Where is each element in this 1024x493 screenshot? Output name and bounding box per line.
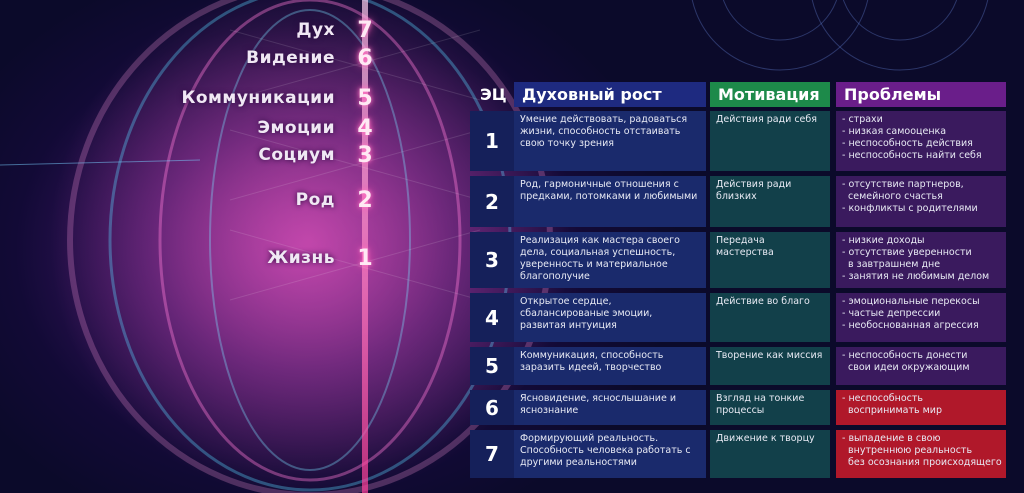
row-number: 5: [470, 347, 514, 385]
problem-item: - выпадение в свою: [842, 433, 941, 444]
level-number: 7: [357, 18, 373, 43]
problems-cell: [836, 176, 1006, 227]
problem-item: - неспособность найти себя: [842, 150, 982, 161]
level-label-zhizn: Жизнь: [267, 248, 335, 268]
growth-cell: Коммуникация, способность заразить идеей, творчество: [514, 347, 706, 385]
level-number: 3: [357, 143, 373, 168]
row-number: 1: [470, 111, 514, 171]
motivation-cell: Действие во благо: [710, 293, 830, 342]
level-label-rod: Род: [295, 190, 335, 210]
problem-item: - конфликты с родителями: [842, 203, 978, 214]
problems-cell: [836, 293, 1006, 342]
motivation-cell: Действия ради себя: [710, 111, 830, 171]
row-number: 7: [470, 430, 514, 478]
problem-item: - занятия не любимым делом: [842, 271, 990, 282]
problems-list: [842, 433, 1000, 469]
problem-item: - отсутствие уверенности: [842, 247, 972, 258]
row-number: 4: [470, 293, 514, 342]
motivation-cell: Творение как миссия: [710, 347, 830, 385]
level-number: 4: [357, 116, 373, 141]
level-label-dukh: Дух: [296, 20, 335, 40]
growth-cell: Реализация как мастера своего дела, социальная успешность, уверенность и материальное благополучие: [514, 232, 706, 288]
problem-item: - низкие доходы: [842, 235, 925, 246]
problem-item: - неспособность: [842, 393, 924, 404]
problems-list: [842, 393, 1000, 417]
level-number: 2: [357, 188, 373, 213]
growth-cell: Формирующий реальность. Способность человека работать с другими реальностями: [514, 430, 706, 478]
problem-item: - эмоциональные перекосы: [842, 296, 980, 307]
problems-list: [842, 235, 1000, 283]
motivation-cell: Передача мастерства: [710, 232, 830, 288]
problems-cell: [836, 347, 1006, 385]
header-ec: ЭЦ: [480, 85, 507, 104]
problem-item: семейного счастья: [842, 191, 943, 202]
problem-item: воспринимать мир: [842, 405, 942, 416]
row-number: 6: [470, 390, 514, 425]
problem-item: - необоснованная агрессия: [842, 320, 979, 331]
problems-list: [842, 296, 1000, 332]
problems-cell: [836, 111, 1006, 171]
problems-list: [842, 114, 1000, 162]
problem-item: - страхи: [842, 114, 883, 125]
row-number: 2: [470, 176, 514, 227]
motivation-cell: Движение к творцу: [710, 430, 830, 478]
header-motivation: Мотивация: [710, 82, 830, 107]
header-problems: Проблемы: [836, 82, 1006, 107]
problem-item: - неспособность действия: [842, 138, 973, 149]
level-number: 5: [357, 86, 373, 111]
level-number: 6: [357, 46, 373, 71]
problems-cell: [836, 430, 1006, 478]
level-label-videnie: Видение: [246, 48, 335, 68]
row-number: 3: [470, 232, 514, 288]
problem-item: без осознания происходящего: [842, 457, 1002, 468]
growth-cell: Ясновидение, яснослышание и яснознание: [514, 390, 706, 425]
problems-list: [842, 350, 1000, 374]
growth-cell: Род, гармоничные отношения с предками, потомками и любимыми: [514, 176, 706, 227]
problems-cell: [836, 390, 1006, 425]
problems-cell: [836, 232, 1006, 288]
problem-item: в завтрашнем дне: [842, 259, 941, 270]
level-label-emotsii: Эмоции: [257, 118, 335, 138]
problem-item: - неспособность донести: [842, 350, 968, 361]
problem-item: - отсутствие партнеров,: [842, 179, 964, 190]
problem-item: внутреннюю реальность: [842, 445, 973, 456]
problem-item: - частые депрессии: [842, 308, 941, 319]
problems-list: [842, 179, 1000, 215]
level-label-kommunikatsii: Коммуникации: [181, 88, 335, 108]
motivation-cell: Взгляд на тонкие процессы: [710, 390, 830, 425]
level-number: 1: [357, 246, 373, 271]
problem-item: свои идеи окружающим: [842, 362, 970, 373]
growth-cell: Открытое сердце, сбалансированые эмоции, развитая интуиция: [514, 293, 706, 342]
header-growth: Духовный рост: [514, 82, 706, 107]
problem-item: - низкая самооценка: [842, 126, 947, 137]
motivation-cell: Действия ради близких: [710, 176, 830, 227]
level-label-sotsium: Социум: [258, 145, 335, 165]
growth-cell: Умение действовать, радоваться жизни, способность отстаивать свою точку зрения: [514, 111, 706, 171]
